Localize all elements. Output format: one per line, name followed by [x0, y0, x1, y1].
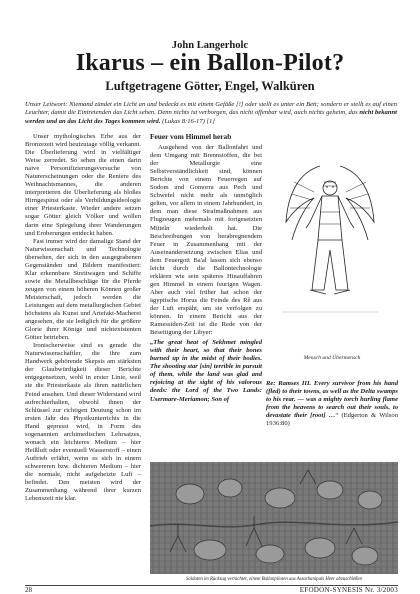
quote-paragraph: „The great heat of Sekhmet mingled with their heart, so that their bones burned up in the midst of their bodies. The shooting star [sin] terrible in pursuit of them, while the land was glad and rejoicing at the sight of his valorous deeds: the Lord of the Two Lands: Usermare-Meriamon; Son of	[150, 339, 262, 403]
article-title: Ikarus – ein Ballon-Pilot?	[75, 50, 345, 76]
article-author: John Langerholc	[171, 40, 249, 51]
quote-paragraph	[266, 380, 398, 428]
quote-ellipsis: …	[328, 412, 336, 420]
section-heading: Feuer vom Himmel herab	[150, 132, 232, 141]
quote-dash: —	[297, 396, 305, 404]
paragraph: Unser mythologisches Erbe aus der Bronzezeit wird heutzutage völlig verkannt. Die Überlieferung wird in vielfältiger Weise zerredet. So sehen die einen darin naive Personifizierungsversuche von Naturerscheinungen oder die Reniere des Weihnachtsmannes, die anderen interpretieren die Überlieferung als bloßes Hirngespinst oder als Verbildungsideologie einer Priesterkaste. Wieder andere setzen sogar Götter gleich Völker und wollen darin eine Spiegelung ihrer Wanderungen und Eroberungen entdeckt haben.	[25, 133, 141, 237]
journal-name: EFODON-SYNESIS Nr. 3/2003	[299, 586, 398, 594]
column-3	[266, 378, 398, 428]
column-1	[25, 133, 141, 503]
lead-text-bold: nicht bekannt werden und an das Licht des Tages kommen wird.	[25, 109, 397, 125]
winged-figure-illustration	[280, 162, 380, 322]
column-2	[150, 133, 262, 404]
paragraph: Ironischerweise sind es gerade die Naturwissenschaftler, die ihre zum Handwerk gehörende Skepsis am stärksten der Glaubwürdigkeit dieser Berichte entgegensetzen, wohl in erster Linie, weil sie die Priesterkaste als ihren natürlichen Feind ansehen. Und dieser Widerstand wird aufrechterhalten, obwohl ihnen der Schlüssel zur richtigen Deutung schon im ersten Jahr des Physikunterrichts in die Hand gepresst wird, in Form des sogenannten archimedischen Lehrsatzes, wonach ein leichteres Medium – hier Heißluft oder eventuell Wasserstoff – einen Auftrieb erfährt, wenn es sich in einem schwereren bzw. dichteren Medium – hier die normale, nicht aufgeheizte Luft – befindet. Den meisten wird der Zusammenhang während ihrer kurzen Lebenszeit nie klar.	[25, 342, 141, 503]
paragraph: Ausgehend von der Ballonfahrt und dem Umgang mit Brennstoffen, die bei der Metallurgie eine Selbstverständlichkeit sind, können Berichte von einem Feuerregen auf Sodom und Gomorra aus Pech und Schwefel nicht mehr als unmöglich gelten, vor allem in einem Jahrhundert, in dem man diese Strafmaßnahmen aus Flugzeugen mehrmals mit fortgesetzten Mitteln wiederholt hat. Die Beschreibungen von herabregnendem Feuer in Zusammenhang mit der Auseinandersetzung zwischen Elias und dem Feuergott Ba'al lassen sich ebenso leicht durch die Ballontechnologie erklären wie sein späteres Hinauffahren gen Himmel in einem feurigen Wagen. Aber auch viel früher hat schon der ägyptische Horus die Feinde des Rê aus der Luft erspäht, um sie verfolgen zu können. In einem Bericht aus der Ramessiden-Zeit ist die Rede von der Beseitigung der Libyer:	[150, 144, 262, 337]
quote-part: was a mighty torch hurling flame from the heavens to search out their souls, to devastate their [root]	[266, 396, 398, 420]
citation: “ (Edgerton & Wilson 1936:80)	[266, 412, 398, 428]
paragraph: Fast immer wird der damalige Stand der Naturwissenschaft und Technologie übersehen, der sich in den ausgegrabenen Gegenständen und Bildern manifestiert: Klar erkennbare Streitwagen und Schiffe sowie die Metallbeschläge für die Pferde zeugen von einem höheren Können großer Meisterschaft, jedoch werden die Leistungen auf dem metallurgischen Gebiet höchstens als Kunst und Artefakt-Macherei angesehen, die sie lediglich für die größere Glorie ihrer Könige und nichtexistenten Götter betrieben.	[25, 237, 141, 342]
quote-part: Re: Ramses III. Every survivor from his hand (fled) to their towns, as well as the Delta swamps to his rear.	[266, 380, 398, 404]
lead-quote	[25, 101, 397, 126]
article-subtitle: Luftgetragene Götter, Engel, Walküren	[105, 79, 315, 93]
lead-text-1: Unser Leitwort: Niemand zündet ein Licht an und bedeckt es mit einem Gefäße [!] oder stellt es unter ein Bett; sondern er stellt es auf einen Leuchter, damit die Eintretenden das Licht sehen. Denn nichts ist verborgen, das nicht offenbar wird, auch nichts geheim, das	[25, 101, 397, 117]
relief-caption: Soldaten im Rückzug vernichtet, einem Ballonpiloten aus Assurbanipals Heer abzuschießen	[185, 577, 363, 582]
figure-caption: Mensch und Übermensch	[303, 355, 361, 361]
page-number: 28	[25, 586, 32, 594]
lead-text-2: (Lukas 8:16-17) [1]	[160, 117, 215, 125]
stone-relief-image	[150, 462, 398, 574]
